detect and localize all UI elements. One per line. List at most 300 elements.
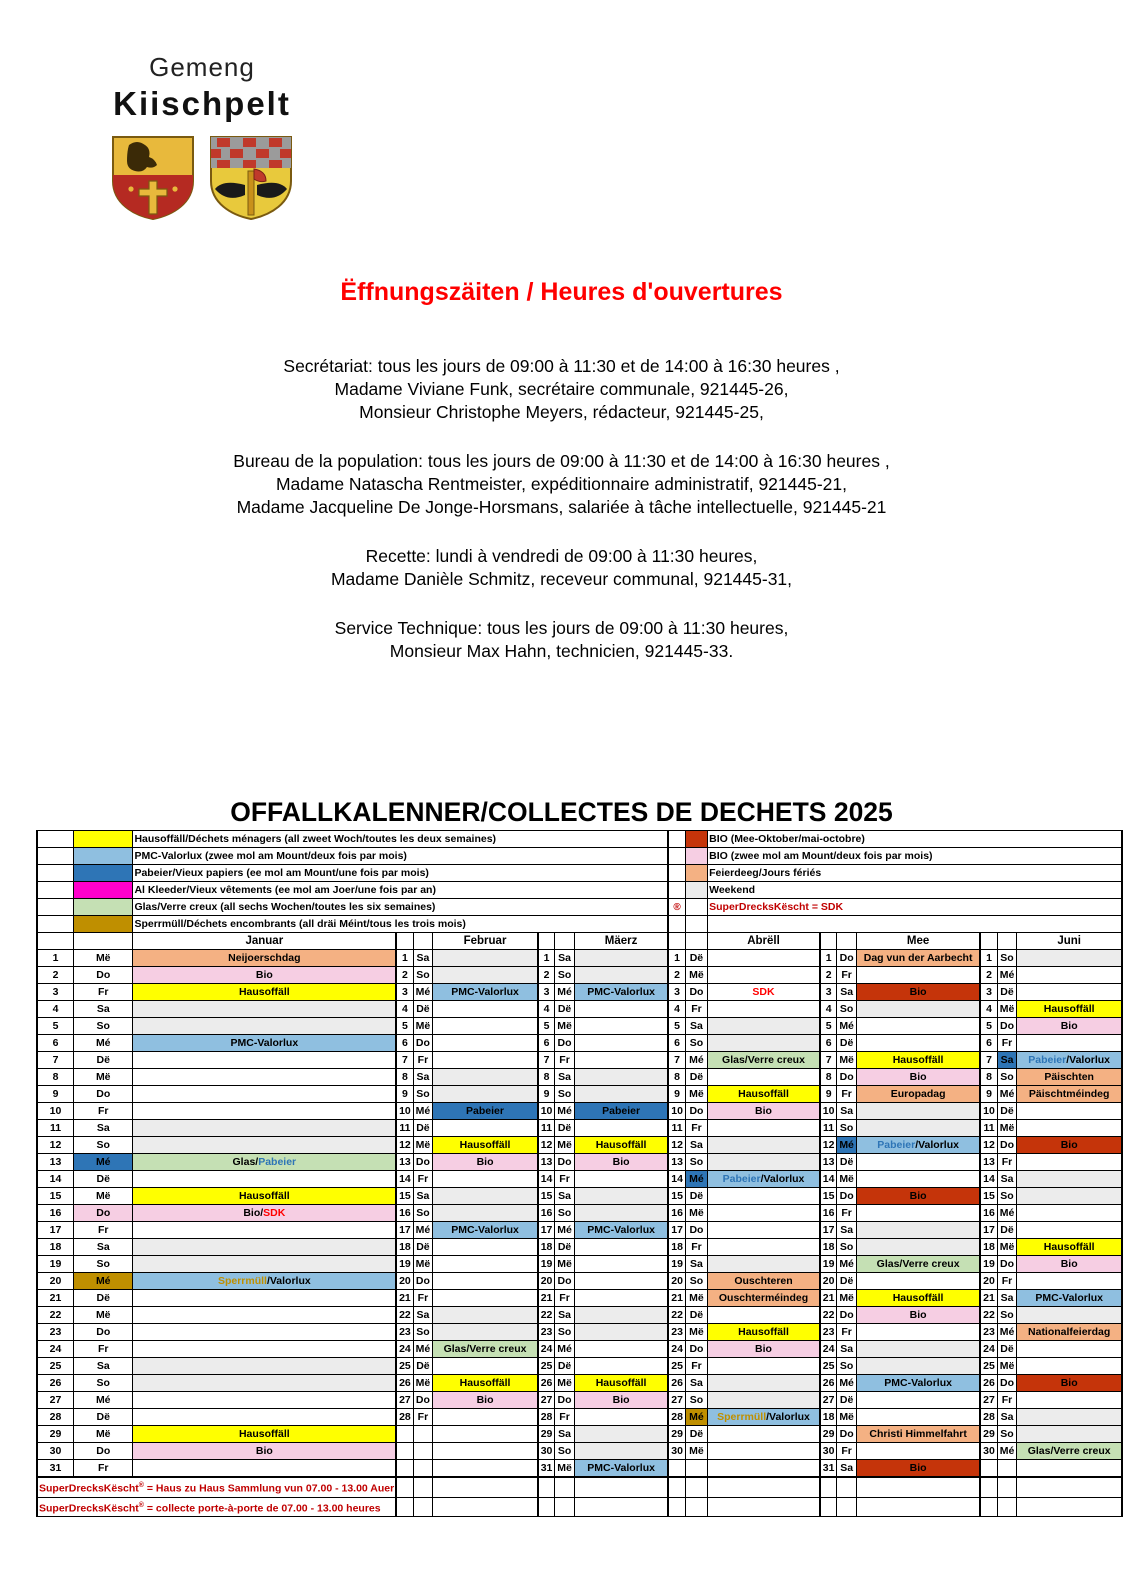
- footnote-blank: [413, 1497, 433, 1517]
- day-number: 24: [980, 1341, 997, 1358]
- legend-mark: [668, 916, 685, 933]
- collection-event: PMC-Valorlux: [574, 1222, 668, 1239]
- day-of-week: Fr: [685, 1239, 707, 1256]
- collection-event: [574, 1069, 668, 1086]
- day-of-week: Fr: [997, 1392, 1017, 1409]
- day-of-week: So: [74, 1375, 133, 1392]
- legend-swatch: [74, 865, 133, 882]
- day-of-week: Më: [74, 1069, 133, 1086]
- collection-event: [708, 1001, 820, 1018]
- day-number: 12: [820, 1137, 837, 1154]
- day-of-week: Do: [413, 1273, 433, 1290]
- collection-event: [708, 1375, 820, 1392]
- day-number: 26: [538, 1375, 555, 1392]
- day-number: 5: [820, 1018, 837, 1035]
- day-number: 17: [538, 1222, 555, 1239]
- day-of-week: Do: [837, 1188, 857, 1205]
- day-of-week: Më: [837, 1409, 857, 1426]
- collection-event: Bio: [433, 1154, 538, 1171]
- day-of-week: Dë: [413, 1120, 433, 1137]
- legend-label: SuperDrecksKëscht = SDK: [708, 899, 1122, 916]
- footnote-blank: [413, 1477, 433, 1497]
- legend-swatch: [685, 899, 707, 916]
- day-number: 25: [37, 1358, 74, 1375]
- day-number: 29: [820, 1426, 837, 1443]
- footnote-text: SuperDrecksKëscht® = Haus zu Haus Sammlung vun 07.00 - 13.00 Auer: [37, 1477, 396, 1497]
- day-number: 26: [820, 1375, 837, 1392]
- day-of-week: Fr: [555, 1290, 575, 1307]
- day-of-week: Dë: [837, 1154, 857, 1171]
- day-number: 6: [37, 1035, 74, 1052]
- day-of-week: Sa: [413, 1069, 433, 1086]
- day-of-week: So: [837, 1358, 857, 1375]
- collection-event: [1017, 1273, 1122, 1290]
- day-number: 17: [820, 1222, 837, 1239]
- day-of-week: Sa: [997, 1171, 1017, 1188]
- day-of-week: Dë: [413, 1358, 433, 1375]
- day-number: 8: [980, 1069, 997, 1086]
- collection-event: [133, 1137, 396, 1154]
- day-of-week: Sa: [997, 1409, 1017, 1426]
- collection-event: [433, 1290, 538, 1307]
- day-of-week: Më: [685, 1205, 707, 1222]
- collection-event: [574, 1052, 668, 1069]
- day-number: 26: [980, 1375, 997, 1392]
- day-number: 23: [37, 1324, 74, 1341]
- day-of-week: Do: [555, 1392, 575, 1409]
- day-number: 4: [668, 1001, 685, 1018]
- footnote-blank: [980, 1497, 997, 1517]
- day-number: 27: [396, 1392, 413, 1409]
- day-of-week: Dë: [555, 1120, 575, 1137]
- day-number: 3: [396, 984, 413, 1001]
- day-of-week: Do: [685, 1222, 707, 1239]
- collection-event: Glas/Verre creux: [433, 1341, 538, 1358]
- day-of-week: Fr: [413, 1409, 433, 1426]
- day-of-week: Më: [413, 1018, 433, 1035]
- legend-swatch: [685, 865, 707, 882]
- day-of-week: Do: [997, 1018, 1017, 1035]
- collection-event: [708, 1205, 820, 1222]
- hours-line: Madame Danièle Schmitz, receveur communal, 921445-31,: [330, 569, 793, 589]
- collection-event: Bio: [856, 1460, 980, 1478]
- legend-label: [708, 916, 1122, 933]
- legend-swatch: [685, 848, 707, 865]
- collection-event: [856, 1443, 980, 1460]
- day-of-week: So: [837, 1001, 857, 1018]
- day-of-week: So: [685, 1154, 707, 1171]
- day-number: 25: [668, 1358, 685, 1375]
- collection-event: [133, 1409, 396, 1426]
- collection-event: Bio: [856, 984, 980, 1001]
- day-of-week: Më: [74, 1307, 133, 1324]
- hours-line: Madame Natascha Rentmeister, expéditionnaire administratif, 921445-21,: [275, 474, 847, 494]
- calendar-day-row: [37, 950, 1122, 967]
- collection-event: [1017, 984, 1122, 1001]
- hours-line: Secrétariat: tous les jours de 09:00 à 11:30 et de 14:00 à 16:30 heures ,: [283, 356, 840, 376]
- day-of-week: Dë: [74, 1052, 133, 1069]
- legend-mark: [668, 848, 685, 865]
- day-of-week: So: [413, 967, 433, 984]
- day-of-week: Sa: [837, 1460, 857, 1478]
- coat-of-arms-pair: [92, 135, 312, 221]
- day-of-week: Do: [413, 1392, 433, 1409]
- collection-event: Sperrmüll/Valorlux: [133, 1273, 396, 1290]
- collection-event: [856, 1341, 980, 1358]
- calendar-day-row: [37, 1307, 1122, 1324]
- day-number: 8: [538, 1069, 555, 1086]
- collection-event: [856, 1018, 980, 1035]
- day-of-week: Do: [74, 1324, 133, 1341]
- day-of-week: Sa: [837, 1341, 857, 1358]
- day-number: 13: [37, 1154, 74, 1171]
- calendar-day-row: [37, 1018, 1122, 1035]
- calendar-day-row: [37, 1222, 1122, 1239]
- day-of-week: Dë: [74, 1409, 133, 1426]
- collection-event: [433, 1426, 538, 1443]
- day-number: 18: [820, 1409, 837, 1426]
- collection-event: [1017, 1460, 1122, 1478]
- footnote-blank: [856, 1497, 980, 1517]
- collection-event: [133, 1256, 396, 1273]
- collection-event: [433, 1001, 538, 1018]
- day-of-week: Fr: [555, 1052, 575, 1069]
- month-header-spacer: [413, 933, 433, 950]
- day-of-week: So: [837, 1120, 857, 1137]
- collection-event: [433, 1171, 538, 1188]
- day-number: 17: [980, 1222, 997, 1239]
- collection-event: [133, 1001, 396, 1018]
- day-of-week: Më: [555, 1018, 575, 1035]
- collection-event: [433, 1052, 538, 1069]
- day-number: 8: [820, 1069, 837, 1086]
- day-number: 17: [396, 1222, 413, 1239]
- collection-event: [133, 1171, 396, 1188]
- collection-event: [856, 1120, 980, 1137]
- collection-event: [433, 1086, 538, 1103]
- day-number: 23: [396, 1324, 413, 1341]
- day-number: 31: [538, 1460, 555, 1478]
- legend-swatch: [74, 831, 133, 848]
- day-number: 18: [668, 1239, 685, 1256]
- collection-event: [574, 950, 668, 967]
- day-number: 16: [980, 1205, 997, 1222]
- calendar-day-row: [37, 1052, 1122, 1069]
- collection-event: [574, 1001, 668, 1018]
- day-of-week: Dë: [837, 1273, 857, 1290]
- day-of-week: Mé: [555, 984, 575, 1001]
- hours-line: Service Technique: tous les jours de 09:00 à 11:30 heures,: [334, 618, 789, 638]
- day-number: 14: [820, 1171, 837, 1188]
- day-of-week: Më: [413, 1375, 433, 1392]
- month-name: Mäerz: [574, 933, 668, 950]
- day-of-week: Fr: [413, 1171, 433, 1188]
- day-number: 30: [37, 1443, 74, 1460]
- day-number: 1: [980, 950, 997, 967]
- day-number: 2: [396, 967, 413, 984]
- collection-event: Neijoerschdag: [133, 950, 396, 967]
- day-of-week: Dë: [74, 1290, 133, 1307]
- calendar-day-row: [37, 1273, 1122, 1290]
- day-number: 5: [668, 1018, 685, 1035]
- day-number: 23: [668, 1324, 685, 1341]
- calendar-day-row: [37, 1171, 1122, 1188]
- day-of-week: So: [997, 950, 1017, 967]
- calendar-day-row: [37, 1358, 1122, 1375]
- collection-event: [708, 967, 820, 984]
- collection-event: [856, 1409, 980, 1426]
- legend-label: BIO (Mee-Oktober/mai-octobre): [708, 831, 1122, 848]
- legend-mark: [668, 831, 685, 848]
- day-of-week: So: [997, 1069, 1017, 1086]
- calendar-day-row: [37, 1154, 1122, 1171]
- day-of-week: Sa: [555, 1069, 575, 1086]
- day-number: 12: [37, 1137, 74, 1154]
- day-number: 26: [37, 1375, 74, 1392]
- day-of-week: Dë: [685, 950, 707, 967]
- collection-event: [708, 1137, 820, 1154]
- day-number: 12: [538, 1137, 555, 1154]
- collection-event: Päischten: [1017, 1069, 1122, 1086]
- collection-event: [433, 967, 538, 984]
- day-of-week: Dë: [997, 1222, 1017, 1239]
- collection-event: Hausoffäll: [708, 1086, 820, 1103]
- collection-event: Ouschteren: [708, 1273, 820, 1290]
- collection-event: [856, 1358, 980, 1375]
- day-number: 5: [980, 1018, 997, 1035]
- day-of-week: Mé: [837, 1375, 857, 1392]
- day-number: 11: [820, 1120, 837, 1137]
- day-of-week: So: [74, 1256, 133, 1273]
- day-number: 28: [37, 1409, 74, 1426]
- day-number: 1: [820, 950, 837, 967]
- day-number: 2: [668, 967, 685, 984]
- day-of-week: Do: [837, 950, 857, 967]
- day-number: 11: [396, 1120, 413, 1137]
- collection-event: [1017, 967, 1122, 984]
- day-of-week: Fr: [837, 1205, 857, 1222]
- collection-event: Bio: [708, 1341, 820, 1358]
- day-of-week: Më: [997, 1001, 1017, 1018]
- hours-line: Recette: lundi à vendredi de 09:00 à 11:30 heures,: [365, 546, 758, 566]
- footnote-blank: [555, 1477, 575, 1497]
- collection-event: [574, 1307, 668, 1324]
- collection-event: Pabeier: [433, 1103, 538, 1120]
- collection-event: Hausoffäll: [133, 1426, 396, 1443]
- day-of-week: So: [685, 1392, 707, 1409]
- day-number: 1: [396, 950, 413, 967]
- day-number: 19: [37, 1256, 74, 1273]
- collection-event: [133, 1069, 396, 1086]
- legend-mark: ®: [668, 899, 685, 916]
- day-of-week: [413, 1443, 433, 1460]
- collection-event: [433, 1069, 538, 1086]
- legend-label: PMC-Valorlux (zwee mol am Mount/deux fois par mois): [133, 848, 668, 865]
- collection-event: [708, 1018, 820, 1035]
- day-of-week: Sa: [997, 1052, 1017, 1069]
- day-number: 24: [538, 1341, 555, 1358]
- footnote-blank: [820, 1477, 837, 1497]
- day-of-week: [413, 1426, 433, 1443]
- day-number: 21: [980, 1290, 997, 1307]
- collection-event: [708, 1239, 820, 1256]
- day-number: 30: [980, 1443, 997, 1460]
- day-number: 10: [538, 1103, 555, 1120]
- day-of-week: Më: [685, 1443, 707, 1460]
- day-of-week: Mé: [413, 1222, 433, 1239]
- day-of-week: Mé: [837, 1018, 857, 1035]
- day-number: 6: [980, 1035, 997, 1052]
- month-header-spacer: [980, 933, 997, 950]
- collection-event: Hausoffäll: [1017, 1001, 1122, 1018]
- collection-event: [433, 950, 538, 967]
- collection-event: [133, 1086, 396, 1103]
- day-of-week: Do: [555, 1154, 575, 1171]
- day-number: 4: [980, 1001, 997, 1018]
- day-number: 28: [396, 1409, 413, 1426]
- collection-event: [574, 1409, 668, 1426]
- day-number: 18: [37, 1239, 74, 1256]
- day-of-week: Më: [685, 1290, 707, 1307]
- day-number: 6: [820, 1035, 837, 1052]
- collection-event: [433, 1460, 538, 1478]
- collection-event: [1017, 1222, 1122, 1239]
- day-number: 27: [37, 1392, 74, 1409]
- day-of-week: [685, 1460, 707, 1478]
- day-of-week: Fr: [837, 1324, 857, 1341]
- day-number: 2: [538, 967, 555, 984]
- footnote-blank: [980, 1477, 997, 1497]
- day-of-week: Mé: [413, 984, 433, 1001]
- collection-event: Bio/SDK: [133, 1205, 396, 1222]
- day-of-week: Dë: [555, 1001, 575, 1018]
- day-number: 5: [37, 1018, 74, 1035]
- collection-event: [133, 1018, 396, 1035]
- collection-event: [574, 1273, 668, 1290]
- legend-swatch: [685, 831, 707, 848]
- day-of-week: Fr: [74, 1222, 133, 1239]
- collection-event: [133, 1120, 396, 1137]
- day-of-week: Më: [837, 1290, 857, 1307]
- month-header-spacer: [668, 933, 685, 950]
- day-of-week: Dë: [685, 1188, 707, 1205]
- day-of-week: Mé: [555, 1341, 575, 1358]
- legend-swatch: [685, 882, 707, 899]
- day-number: 14: [980, 1171, 997, 1188]
- day-of-week: So: [74, 1137, 133, 1154]
- collection-event: PMC-Valorlux: [574, 1460, 668, 1478]
- day-of-week: [997, 1460, 1017, 1478]
- legend-label: Hausoffäll/Déchets ménagers (all zweet Woch/toutes les deux semaines): [133, 831, 668, 848]
- legend-blank-cell: [37, 882, 74, 899]
- day-of-week: So: [997, 1426, 1017, 1443]
- day-number: 21: [820, 1290, 837, 1307]
- collection-event: PMC-Valorlux: [856, 1375, 980, 1392]
- day-of-week: Më: [555, 1137, 575, 1154]
- collection-event: [574, 967, 668, 984]
- collection-event: Hausoffäll: [708, 1324, 820, 1341]
- day-of-week: Dë: [685, 1426, 707, 1443]
- legend-row: [37, 916, 1122, 933]
- day-number: 13: [396, 1154, 413, 1171]
- collection-event: [433, 1035, 538, 1052]
- day-number: 11: [538, 1120, 555, 1137]
- footnote-blank: [708, 1477, 820, 1497]
- footnote-text: SuperDrecksKëscht® = collecte porte-à-porte de 07.00 - 13.00 heures: [37, 1497, 396, 1517]
- day-of-week: So: [685, 1035, 707, 1052]
- day-number: [396, 1460, 413, 1478]
- collection-event: Bio: [708, 1103, 820, 1120]
- collection-event: Hausoffäll: [433, 1137, 538, 1154]
- day-number: 6: [668, 1035, 685, 1052]
- day-of-week: So: [74, 1018, 133, 1035]
- day-of-week: Fr: [837, 1443, 857, 1460]
- hours-paragraph-population: [0, 450, 1123, 519]
- day-number: 12: [668, 1137, 685, 1154]
- day-number: 8: [37, 1069, 74, 1086]
- calendar-day-row: [37, 1341, 1122, 1358]
- day-of-week: Sa: [74, 1239, 133, 1256]
- day-of-week: Më: [685, 1086, 707, 1103]
- legend-swatch: [685, 916, 707, 933]
- day-number: 29: [668, 1426, 685, 1443]
- collection-event: [133, 1103, 396, 1120]
- day-number: 10: [668, 1103, 685, 1120]
- calendar-day-row: [37, 1256, 1122, 1273]
- collection-event: [856, 1171, 980, 1188]
- opening-hours-section: [0, 278, 1123, 689]
- month-header-spacer: [837, 933, 857, 950]
- collection-event: [133, 1222, 396, 1239]
- day-of-week: So: [837, 1239, 857, 1256]
- legend-swatch: [74, 848, 133, 865]
- day-of-week: Më: [685, 967, 707, 984]
- month-header-spacer: [396, 933, 413, 950]
- day-number: 7: [37, 1052, 74, 1069]
- day-of-week: Mé: [997, 1443, 1017, 1460]
- collection-event: [708, 1426, 820, 1443]
- day-of-week: Dë: [74, 1171, 133, 1188]
- day-of-week: Mé: [74, 1273, 133, 1290]
- collection-event: Glas/Verre creux: [708, 1052, 820, 1069]
- day-of-week: Sa: [555, 1426, 575, 1443]
- month-name: Juni: [1017, 933, 1122, 950]
- day-of-week: So: [555, 1086, 575, 1103]
- month-header-spacer: [997, 933, 1017, 950]
- collection-event: [856, 1222, 980, 1239]
- day-of-week: So: [413, 1205, 433, 1222]
- collection-event: [133, 1239, 396, 1256]
- day-of-week: Do: [413, 1154, 433, 1171]
- collection-event: Glas/Verre creux: [856, 1256, 980, 1273]
- day-number: 20: [37, 1273, 74, 1290]
- collection-event: [708, 1358, 820, 1375]
- footnote-blank: [837, 1477, 857, 1497]
- day-number: 14: [668, 1171, 685, 1188]
- legend-row: [37, 848, 1122, 865]
- day-of-week: Dë: [997, 984, 1017, 1001]
- collection-event: [574, 1341, 668, 1358]
- day-number: 15: [980, 1188, 997, 1205]
- legend-label: Weekend: [708, 882, 1122, 899]
- collection-event: [1017, 1171, 1122, 1188]
- day-number: 18: [980, 1239, 997, 1256]
- day-number: 7: [396, 1052, 413, 1069]
- collection-event: Bio: [856, 1188, 980, 1205]
- day-of-week: Fr: [685, 1120, 707, 1137]
- collection-event: Päischtméindeg: [1017, 1086, 1122, 1103]
- day-number: 19: [668, 1256, 685, 1273]
